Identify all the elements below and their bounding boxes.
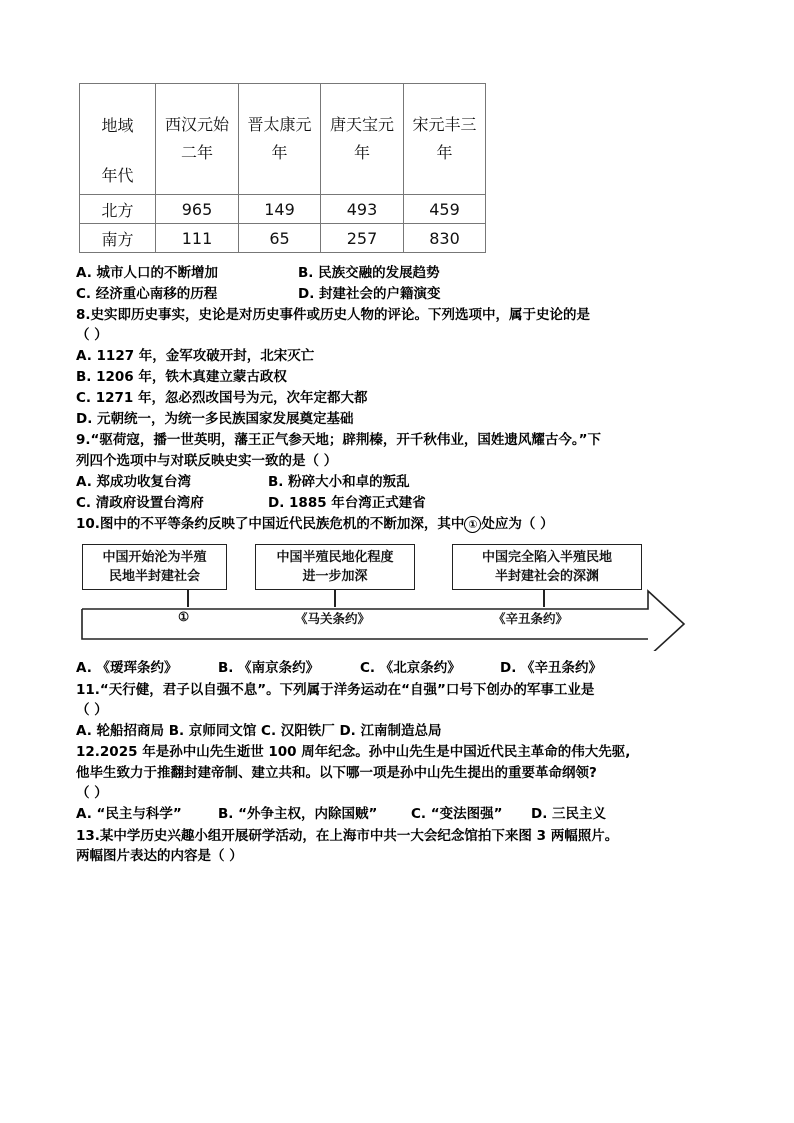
q12-option-d: D. 三民主义 xyxy=(531,806,607,822)
box-text-line: 半封建社会的深渊 xyxy=(494,569,599,584)
q12-option-c: C. “变法图强” xyxy=(411,806,503,822)
q9-stem-line1: 9.“驱荷寇，播一世英明，藩王正气参天地；辟荆榛，开千秋伟业，国姓遗风耀古今。”下 xyxy=(76,432,602,448)
q12-answer-paren: （ ） xyxy=(76,785,108,801)
timeline-label-unknown: ① xyxy=(178,609,190,624)
q7-option-d: D. 封建社会的户籍演变 xyxy=(298,286,441,302)
box-text-line: 中国开始沦为半殖 xyxy=(102,550,207,565)
table-cell: 493 xyxy=(321,195,404,224)
q8-option-a: A. 1127 年，金军攻破开封，北宋灭亡 xyxy=(76,348,315,364)
q8-option-d: D. 元朝统一，为统一多民族国家发展奠定基础 xyxy=(76,411,354,427)
q9-option-c: C. 清政府设置台湾府 xyxy=(76,495,204,511)
box-text-line: 民地半封建社会 xyxy=(108,569,200,584)
circled-one-marker: ① xyxy=(464,516,481,533)
timeline-box-stage3 xyxy=(452,544,642,590)
q10-stem xyxy=(76,514,554,534)
q11-answer-paren: （ ） xyxy=(76,702,108,718)
q7-option-a: A. 城市人口的不断增加 xyxy=(76,265,219,281)
corner-era-label: 年代 xyxy=(101,166,134,185)
q10-option-c: C. 《北京条约》 xyxy=(360,660,461,676)
connector-line xyxy=(334,590,336,607)
corner-region-label: 地域 xyxy=(101,116,134,135)
q10-option-d: D. 《辛丑条约》 xyxy=(500,660,603,676)
q12-stem-line1: 12.2025 年是孙中山先生逝世 100 周年纪念。孙中山先生是中国近代民主革命的伟大先驱, xyxy=(76,744,631,760)
q10-stem-pre: 10.图中的不平等条约反映了中国近代民族危机的不断加深，其中 xyxy=(76,516,465,532)
q10-stem-post: 处应为（ ） xyxy=(481,516,554,532)
q11-stem: 11.“天行健，君子以自强不息”。下列属于洋务运动在“自强”口号下创办的军事工业是 xyxy=(76,682,595,698)
column-header xyxy=(239,84,321,195)
table-cell: 149 xyxy=(239,195,321,224)
box-text-line: 进一步加深 xyxy=(302,569,368,584)
q9-stem-line2: 列四个选项中与对联反映史实一致的是（ ） xyxy=(76,453,338,469)
timeline-box-stage1 xyxy=(82,544,227,590)
timeline-label-maguan: 《马关条约》 xyxy=(295,611,371,626)
q7-option-b: B. 民族交融的发展趋势 xyxy=(298,265,440,281)
table-cell: 830 xyxy=(404,224,486,253)
timeline-label-xinchou: 《辛丑条约》 xyxy=(493,611,569,626)
table-cell: 459 xyxy=(404,195,486,224)
table-cell: 257 xyxy=(321,224,404,253)
q12-option-a: A. “民主与科学” xyxy=(76,806,182,822)
q9-option-a: A. 郑成功收复台湾 xyxy=(76,474,192,490)
column-header xyxy=(156,84,239,195)
row-label: 北方 xyxy=(80,195,156,224)
table-header-row xyxy=(80,84,486,195)
connector-line xyxy=(187,590,189,607)
column-header xyxy=(321,84,404,195)
box-text-line: 中国半殖民地化程度 xyxy=(276,550,394,565)
q9-option-d: D. 1885 年台湾正式建省 xyxy=(268,495,426,511)
column-header-text: 晋太康元 年 xyxy=(247,115,312,162)
q7-option-c: C. 经济重心南移的历程 xyxy=(76,286,218,302)
q12-stem-line2: 他毕生致力于推翻封建帝制、建立共和。以下哪一项是孙中山先生提出的重要革命纲领? xyxy=(76,765,597,781)
q10-option-a: A. 《瑷珲条约》 xyxy=(76,660,178,676)
q13-stem-line1: 13.某中学历史兴趣小组开展研学活动，在上海市中共一大会纪念馆拍下来图 3 两幅照片。 xyxy=(76,828,619,844)
q9-option-b: B. 粉碎大小和卓的叛乱 xyxy=(268,474,410,490)
q8-answer-paren: （ ） xyxy=(76,327,108,343)
table-row xyxy=(80,224,486,253)
table-corner-cell xyxy=(80,84,156,195)
q13-stem-line2: 两幅图片表达的内容是（ ） xyxy=(76,848,243,864)
table-cell: 965 xyxy=(156,195,239,224)
column-header xyxy=(404,84,486,195)
q8-option-c: C. 1271 年，忽必烈改国号为元，次年定都大都 xyxy=(76,390,368,406)
box-text-line: 中国完全陷入半殖民地 xyxy=(481,550,612,565)
q11-options: A. 轮船招商局 B. 京师同文馆 C. 汉阳铁厂 D. 江南制造总局 xyxy=(76,723,442,739)
q8-stem: 8.史实即历史事实，史论是对历史事件或历史人物的评论。下列选项中，属于史论的是 xyxy=(76,307,591,323)
q8-option-b: B. 1206 年，铁木真建立蒙古政权 xyxy=(76,369,287,385)
column-header-text: 宋元丰三 年 xyxy=(412,115,477,162)
table-row xyxy=(80,195,486,224)
table-cell: 111 xyxy=(156,224,239,253)
column-header-text: 唐天宝元 年 xyxy=(329,115,394,162)
column-header-text: 西汉元始 二年 xyxy=(164,115,229,162)
q10-option-b: B. 《南京条约》 xyxy=(218,660,320,676)
connector-line xyxy=(543,590,545,607)
q12-option-b: B. “外争主权，内除国贼” xyxy=(218,806,378,822)
row-label: 南方 xyxy=(80,224,156,253)
table-cell: 65 xyxy=(239,224,321,253)
population-table xyxy=(79,83,486,253)
treaty-timeline-diagram xyxy=(80,541,686,651)
timeline-box-stage2 xyxy=(255,544,415,590)
